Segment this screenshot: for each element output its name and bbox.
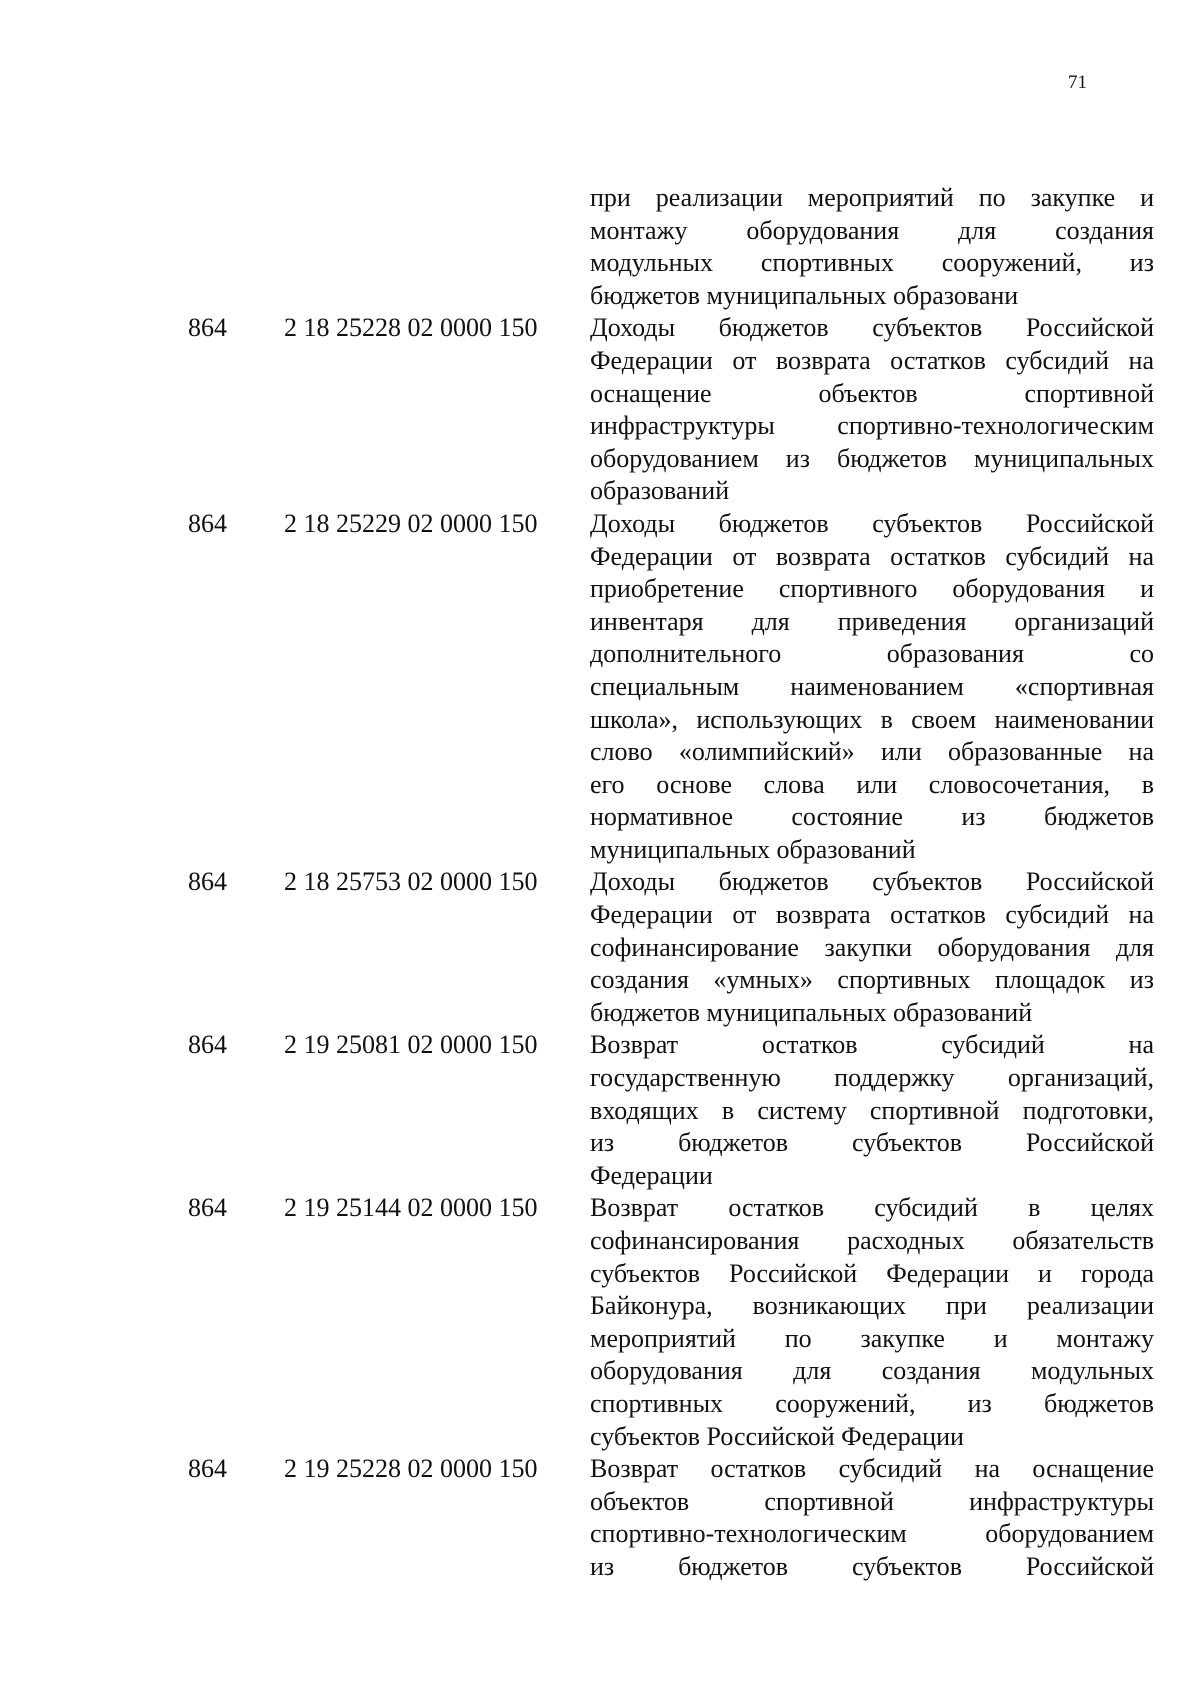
description-line: Возврат остатков субсидий на оснащение	[590, 1454, 1154, 1484]
description-line: Доходы бюджетов субъектов Российской	[590, 313, 1154, 343]
description-line: входящих в систему спортивной подготовки,	[590, 1095, 1154, 1125]
description-line: софинансирования расходных обязательств	[590, 1226, 1154, 1255]
description-line: модульных спортивных сооружений, из	[590, 248, 1154, 278]
description-line: государственную поддержку организаций,	[590, 1063, 1154, 1093]
description-line: оснащение объектов спортивной	[590, 378, 1154, 408]
description-line: слово «олимпийский» или образованные на	[590, 737, 1154, 767]
description-line: создания «умных» спортивных площадок из	[590, 965, 1154, 995]
admin-code: 864	[188, 1193, 227, 1223]
description-line: инвентаря для приведения организаций	[590, 606, 1154, 636]
revenue-description	[590, 1029, 1154, 1192]
table-row	[0, 508, 1200, 867]
budget-codes-table	[0, 182, 1200, 1584]
description-line: Доходы бюджетов субъектов Российской	[590, 867, 1154, 897]
description-line: приобретение спортивного оборудования и	[590, 574, 1154, 604]
description-line: Федерации	[590, 1160, 713, 1190]
description-line: Федерации от возврата остатков субсидий на	[590, 900, 1154, 930]
table-row	[0, 312, 1200, 508]
budget-classification-code: 2 18 25228 02 0000 150	[284, 313, 538, 343]
description-line: Федерации от возврата остатков субсидий на	[590, 345, 1154, 375]
description-line: софинансирование закупки оборудования для	[590, 932, 1154, 962]
budget-classification-code: 2 19 25144 02 0000 150	[284, 1193, 538, 1223]
revenue-description	[590, 1453, 1154, 1583]
description-line: мероприятий по закупке и монтажу	[590, 1323, 1154, 1353]
description-line: нормативное состояние из бюджетов	[590, 802, 1154, 832]
description-line: специальным наименованием «спортивная	[590, 671, 1154, 701]
admin-code: 864	[188, 1454, 227, 1484]
description-line: школа», использующих в своем наименовании	[590, 704, 1154, 734]
table-row	[0, 1192, 1200, 1453]
description-line: Возврат остатков субсидий в целях	[590, 1193, 1154, 1223]
description-line: Федерации от возврата остатков субсидий на	[590, 541, 1154, 571]
budget-classification-code: 2 18 25229 02 0000 150	[284, 508, 538, 538]
description-line: бюджетов муниципальных образований	[590, 997, 1033, 1027]
description-line: оборудования для создания модульных	[590, 1356, 1154, 1386]
description-line: образований	[590, 476, 730, 506]
description-line: муниципальных образований	[590, 834, 916, 864]
description-line: Байконура, возникающих при реализации	[590, 1291, 1154, 1321]
revenue-description	[590, 866, 1154, 1029]
description-line: субъектов Российской Федерации	[590, 1421, 964, 1451]
description-line: его основе слова или словосочетания, в	[590, 769, 1154, 799]
table-row	[0, 1029, 1200, 1192]
revenue-description	[590, 1192, 1154, 1453]
description-line: оборудованием из бюджетов муниципальных	[590, 443, 1154, 473]
page-number: 71	[1068, 72, 1087, 93]
description-line: монтажу оборудования для создания	[590, 215, 1154, 245]
description-line: Возврат остатков субсидий на	[590, 1030, 1154, 1060]
description-line: инфраструктуры спортивно-технологическим	[590, 411, 1154, 441]
description-line: Доходы бюджетов субъектов Российской	[590, 508, 1154, 538]
description-line: дополнительного образования со	[590, 639, 1154, 669]
admin-code: 864	[188, 1030, 227, 1060]
description-line: спортивно-технологическим оборудованием	[590, 1519, 1154, 1549]
budget-classification-code: 2 18 25753 02 0000 150	[284, 867, 538, 897]
description-line: субъектов Российской Федерации и города	[590, 1258, 1154, 1288]
table-row	[0, 1453, 1200, 1583]
description-line: из бюджетов субъектов Российской	[590, 1128, 1154, 1158]
budget-classification-code: 2 19 25081 02 0000 150	[284, 1030, 538, 1060]
budget-classification-code: 2 19 25228 02 0000 150	[284, 1454, 538, 1484]
table-row	[0, 866, 1200, 1029]
description-line: при реализации мероприятий по закупке и	[590, 183, 1154, 212]
revenue-description	[590, 508, 1154, 867]
description-line: объектов спортивной инфраструктуры	[590, 1486, 1154, 1516]
revenue-description	[590, 182, 1154, 312]
description-line: спортивных сооружений, из бюджетов	[590, 1388, 1154, 1418]
admin-code: 864	[188, 313, 227, 343]
revenue-description	[590, 312, 1154, 508]
admin-code: 864	[188, 867, 227, 897]
description-line: бюджетов муниципальных образовани	[590, 280, 1019, 310]
table-row	[0, 182, 1200, 312]
admin-code: 864	[188, 508, 227, 538]
description-line: из бюджетов субъектов Российской	[590, 1551, 1154, 1581]
